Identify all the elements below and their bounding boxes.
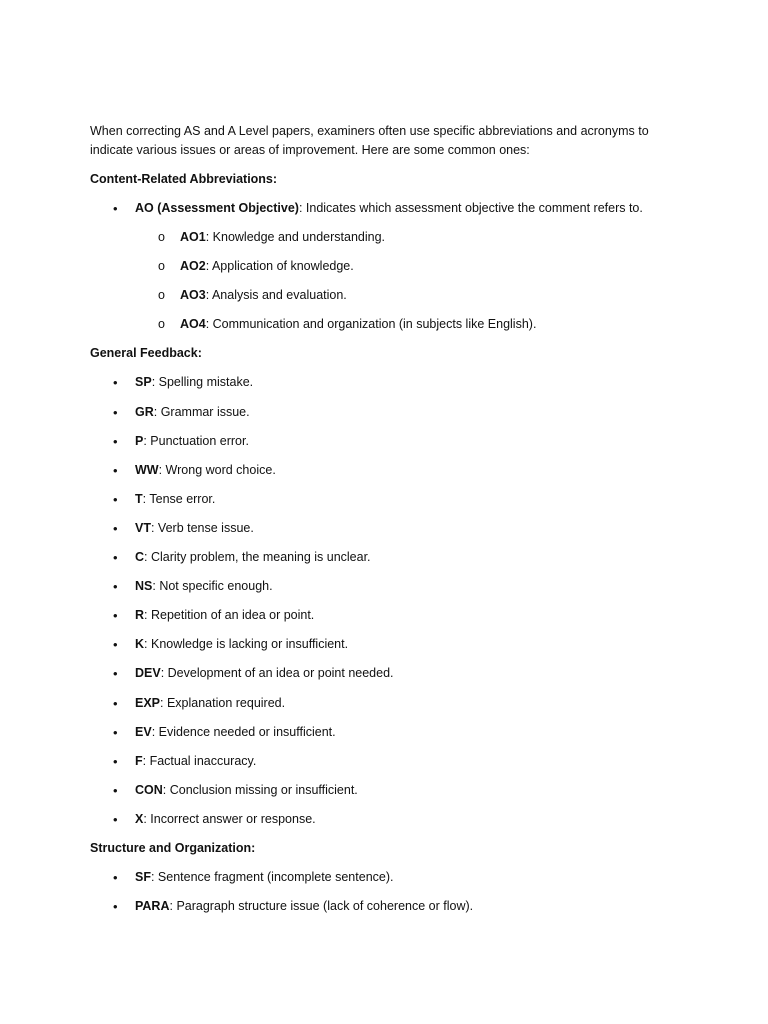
sub-list-item-ao3 [90,286,690,315]
sub-bullet-marker: o [158,288,165,303]
list-item [90,694,690,723]
sub-bullet-marker: o [158,259,165,274]
term: CON [135,782,163,797]
heading-structure-organization: Structure and Organization: [90,840,256,855]
term: K [135,637,145,652]
list-item-ao [90,199,690,228]
term: PARA [135,899,170,914]
intro-paragraph [90,122,690,160]
structure-list [90,868,690,926]
desc-ao2: : Application of knowledge. [205,259,354,274]
list-item [90,664,690,693]
general-feedback-list [90,373,690,839]
term: SF [135,869,151,884]
desc: : Factual inaccuracy. [142,753,257,768]
desc: : Incorrect answer or response. [143,811,316,826]
document-page [90,122,690,926]
desc: : Wrong word choice. [158,462,276,477]
desc: : Explanation required. [160,695,286,710]
term: SP [135,375,152,390]
desc: : Development of an idea or point needed. [160,666,394,681]
list-item [90,519,690,548]
sub-list-item-ao1 [90,228,690,257]
term-ao1: AO1 [180,230,206,245]
list-item [90,781,690,810]
heading-general-feedback: General Feedback: [90,346,202,361]
sub-list-item-ao4 [90,315,690,344]
term: WW [135,462,159,477]
list-item [90,461,690,490]
term: F [135,753,143,768]
term: C [135,550,145,565]
desc: : Evidence needed or insufficient. [151,724,336,739]
term-ao3: AO3 [180,288,206,303]
sub-bullet-marker: o [158,230,165,245]
desc: : Clarity problem, the meaning is unclear. [144,550,371,565]
term: X [135,811,144,826]
term: EV [135,724,152,739]
term: DEV [135,666,161,681]
desc: : Sentence fragment (incomplete sentence). [150,869,394,884]
desc: : Knowledge is lacking or insufficient. [144,637,349,652]
list-item [90,606,690,635]
term: GR [135,404,154,419]
list-item [90,752,690,781]
term-ao4: AO4 [180,317,206,332]
list-item [90,868,690,897]
term-ao2: AO2 [180,259,206,274]
desc: : Spelling mistake. [151,375,254,390]
desc: : Conclusion missing or insufficient. [162,782,358,797]
term: P [135,433,144,448]
term: VT [135,520,151,535]
desc: : Verb tense issue. [150,520,254,535]
desc: : Not specific enough. [152,579,273,594]
term: EXP [135,695,161,710]
desc: : Tense error. [142,491,216,506]
sub-bullet-marker: o [158,317,165,332]
term: R [135,608,145,623]
heading-content-related: Content-Related Abbreviations: [90,172,278,186]
list-item [90,490,690,519]
list-item [90,373,690,402]
desc-ao3: : Analysis and evaluation. [205,288,347,303]
term: T [135,491,143,506]
intro-text: When correcting AS and A Level papers, examiners often use specific abbreviations and acronyms to indicate various issues or areas of improvement. Here are some common ones: [90,124,649,157]
list-item [90,723,690,752]
list-item [90,548,690,577]
desc: : Grammar issue. [153,404,250,419]
list-item [90,810,690,839]
desc: : Punctuation error. [143,433,249,448]
sub-list-item-ao2 [90,257,690,286]
desc: : Repetition of an idea or point. [144,608,315,623]
list-item [90,635,690,664]
list-item [90,897,690,926]
desc: : Paragraph structure issue (lack of coherence or flow). [169,899,474,914]
desc-ao4: : Communication and organization (in subjects like English). [205,317,537,332]
list-item [90,403,690,432]
term: NS [135,579,153,594]
list-item [90,577,690,606]
term-ao: AO (Assessment Objective) [135,201,299,215]
content-list [90,199,690,344]
desc-ao1: : Knowledge and understanding. [205,230,386,245]
desc-ao: : Indicates which assessment objective the comment refers to. [298,201,643,215]
list-item [90,432,690,461]
